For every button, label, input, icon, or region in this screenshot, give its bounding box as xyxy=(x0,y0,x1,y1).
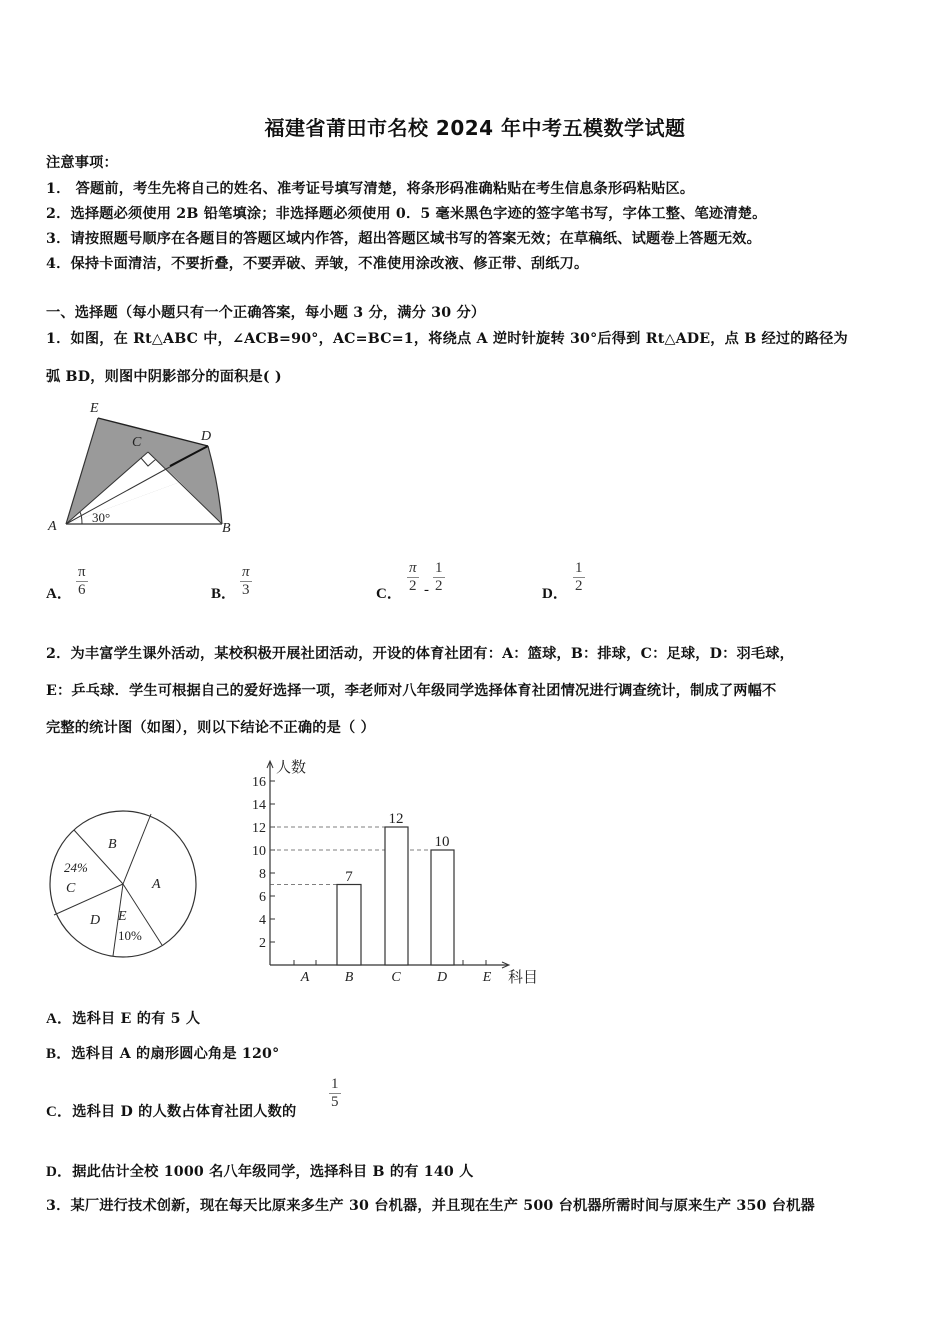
page-title: 福建省莆田市名校 2024 年中考五模数学试题 xyxy=(264,116,686,140)
x-category: A xyxy=(300,970,310,985)
notice-heading: 注意事项： xyxy=(46,155,118,171)
question-2-text-line2: E：乒乓球．学生可根据自己的爱好选择一项，李老师对八年级同学选择体育社团情况进行调查统计，制成了两幅不 xyxy=(46,683,777,699)
x-category: D xyxy=(436,970,448,985)
q1-option-b-label: B． xyxy=(211,586,237,602)
option-text: 选科目 D 的人数占体育社团人数的 xyxy=(72,1104,297,1120)
y-tick: 4 xyxy=(259,913,266,928)
q1-option-a-value xyxy=(76,564,88,599)
bar-c-value: 12 xyxy=(388,811,404,827)
option-text: 据此估计全校 1000 名八年级同学，选择科目 B 的有 140 人 xyxy=(72,1164,474,1180)
section-heading: 一、选择题（每小题只有一个正确答案，每小题 3 分，满分 30 分） xyxy=(46,305,486,321)
q1-option-c-label: C． xyxy=(376,586,402,602)
point-e-label: E xyxy=(90,401,99,416)
y-tick: 6 xyxy=(259,890,266,905)
minus-sign: - xyxy=(424,582,429,598)
point-c-label: C xyxy=(132,435,142,450)
pie-label-c-percent: 24% xyxy=(64,860,88,875)
y-tick: 2 xyxy=(259,936,266,951)
notice-item-2: 2．选择题必须使用 2B 铅笔填涂；非选择题必须使用 0．5 毫米黑色字迹的签字笔书写，字体工整、笔迹清楚。 xyxy=(46,206,767,222)
q1-option-c-value-part2 xyxy=(433,560,445,595)
y-tick: 16 xyxy=(252,775,266,790)
bar-b-value: 7 xyxy=(345,869,353,885)
question-2-text-line3: 完整的统计图（如图），则以下结论不正确的是（ ） xyxy=(46,720,375,736)
y-tick: 10 xyxy=(252,844,266,859)
pie-label-d: D xyxy=(90,913,101,928)
option-label: C． xyxy=(46,1104,73,1120)
pie-chart xyxy=(48,808,202,960)
q1-option-a-label: A． xyxy=(46,586,72,602)
x-axis-label: 科目 xyxy=(508,970,539,986)
pie-label-e: E xyxy=(118,909,127,924)
bar-b xyxy=(337,885,361,966)
q2-option-b xyxy=(46,1042,279,1063)
bar-d-value: 10 xyxy=(434,834,450,850)
option-label: D． xyxy=(46,1164,73,1180)
denominator: 3 xyxy=(242,582,250,598)
x-category: C xyxy=(391,970,401,985)
y-tick: 14 xyxy=(252,798,266,813)
q1-option-b-value xyxy=(240,564,252,599)
pie-label-e-percent: 10% xyxy=(118,928,142,943)
q1-option-d-value xyxy=(573,560,585,595)
question-1-text-line1: 1．如图，在 Rt△ABC 中，∠ACB=90°，AC=BC=1，将绕点 A 逆时针旋转 30°后得到 Rt△ADE，点 B 经过的路径为 xyxy=(46,331,848,347)
bar-chart xyxy=(238,752,543,988)
numerator: π xyxy=(78,564,86,580)
notice-item-1: 1． 答题前，考生先将自己的姓名、准考证号填写清楚，将条形码准确粘贴在考生信息条形码粘贴区。 xyxy=(46,181,695,197)
q2-option-a xyxy=(46,1007,200,1028)
point-b-label: B xyxy=(222,521,231,536)
numerator: π xyxy=(242,564,250,580)
q2-option-c-fraction xyxy=(329,1076,341,1111)
q1-option-c-value-part1 xyxy=(407,560,419,595)
point-a-label: A xyxy=(48,519,57,534)
y-tick: 12 xyxy=(252,821,266,836)
denominator: 2 xyxy=(575,578,583,594)
denominator: 2 xyxy=(435,578,443,594)
y-axis-label: 人数 xyxy=(276,760,307,776)
option-text: 选科目 A 的扇形圆心角是 120° xyxy=(71,1046,280,1062)
angle-label: 30° xyxy=(92,510,111,525)
x-category: E xyxy=(482,970,492,985)
question-1-figure xyxy=(44,396,244,536)
option-label: A． xyxy=(46,1011,73,1027)
numerator: 1 xyxy=(435,560,443,576)
numerator: 1 xyxy=(575,560,583,576)
notice-item-3: 3．请按照题号顺序在各题目的答题区域内作答，超出答题区域书写的答案无效；在草稿纸、试题卷上答题无效。 xyxy=(46,231,762,247)
q2-option-c xyxy=(46,1100,296,1121)
numerator: π xyxy=(409,560,417,576)
bar-d xyxy=(431,850,454,965)
numerator: 1 xyxy=(331,1076,339,1092)
bar-c xyxy=(385,827,408,965)
question-1-text-line2: 弧 BD，则图中阴影部分的面积是( ) xyxy=(46,369,282,385)
question-3-text-line1: 3．某厂进行技术创新，现在每天比原来多生产 30 台机器，并且现在生产 500 台机器所需时间与原来生产 350 台机器 xyxy=(46,1198,815,1214)
pie-label-c: C xyxy=(66,881,76,896)
y-tick: 8 xyxy=(259,867,266,882)
q1-option-d-label: D． xyxy=(542,586,568,602)
notice-item-4: 4．保持卡面清洁，不要折叠，不要弄破、弄皱，不准使用涂改液、修正带、刮纸刀。 xyxy=(46,256,589,272)
question-2-text-line1: 2．为丰富学生课外活动，某校积极开展社团活动，开设的体育社团有：A：篮球，B：排球，C：足球，D：羽毛球， xyxy=(46,646,795,662)
point-d-label: D xyxy=(201,429,212,444)
denominator: 2 xyxy=(409,578,417,594)
denominator: 6 xyxy=(78,582,86,598)
option-text: 选科目 E 的有 5 人 xyxy=(72,1011,201,1027)
x-category: B xyxy=(344,970,354,985)
q2-option-d xyxy=(46,1160,474,1181)
pie-label-a: A xyxy=(152,877,161,892)
denominator: 5 xyxy=(331,1094,339,1110)
pie-label-b: B xyxy=(108,837,117,852)
option-label: B． xyxy=(46,1046,72,1062)
